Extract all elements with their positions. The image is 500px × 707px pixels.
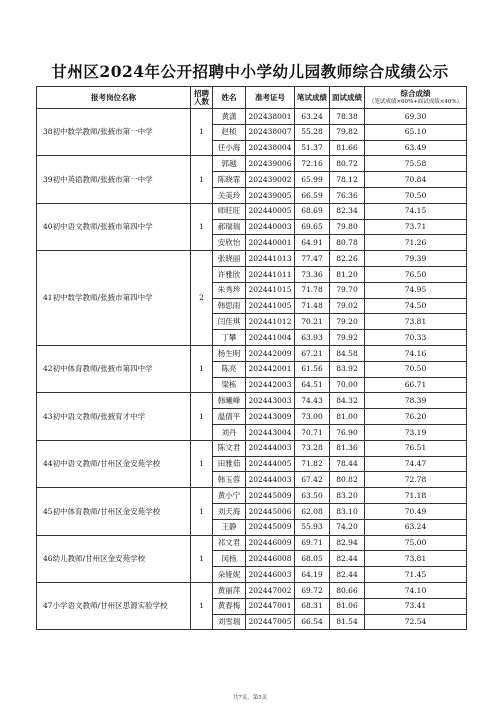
cell-name: 朵娅妮 xyxy=(213,567,246,583)
cell-ticket: 202445009 xyxy=(246,519,295,535)
cell-post: 44初中语文教师/甘州区金安苑学校 xyxy=(37,440,191,487)
cell-interview: 81.00 xyxy=(330,409,365,425)
table-row xyxy=(37,582,467,598)
cell-written: 64.19 xyxy=(295,567,330,583)
cell-ticket: 202442009 xyxy=(246,345,295,361)
cell-total: 74.95 xyxy=(365,282,467,298)
cell-written: 69.71 xyxy=(295,535,330,551)
cell-written: 68.31 xyxy=(295,598,330,614)
cell-name: 黄小宁 xyxy=(213,488,246,504)
cell-total: 69.30 xyxy=(365,109,467,125)
cell-name: 温倩平 xyxy=(213,409,246,425)
cell-interview: 83.10 xyxy=(330,503,365,519)
cell-name: 郭越 xyxy=(213,156,246,172)
cell-interview: 78.12 xyxy=(330,172,365,188)
cell-interview: 79.02 xyxy=(330,298,365,314)
cell-total: 72.54 xyxy=(365,614,467,630)
cell-written: 77.47 xyxy=(295,251,330,267)
cell-quota: 1 xyxy=(191,109,213,156)
cell-total: 74.47 xyxy=(365,456,467,472)
header-name: 姓名 xyxy=(213,87,246,109)
cell-written: 71.78 xyxy=(295,282,330,298)
cell-interview: 82.44 xyxy=(330,567,365,583)
cell-ticket: 202443004 xyxy=(246,424,295,440)
cell-name: 陈文君 xyxy=(213,440,246,456)
cell-quota: 1 xyxy=(191,156,213,203)
cell-written: 68.05 xyxy=(295,551,330,567)
cell-total: 70.84 xyxy=(365,172,467,188)
cell-ticket: 202441011 xyxy=(246,266,295,282)
cell-name: 杨生明 xyxy=(213,345,246,361)
cell-name: 任小海 xyxy=(213,140,246,156)
cell-ticket: 202438007 xyxy=(246,124,295,140)
cell-interview: 80.72 xyxy=(330,156,365,172)
cell-interview: 83.20 xyxy=(330,488,365,504)
table-row xyxy=(37,156,467,172)
cell-interview: 78.44 xyxy=(330,456,365,472)
cell-written: 63.93 xyxy=(295,330,330,346)
cell-post: 39初中英语教师/张掖市第一中学 xyxy=(37,156,191,203)
cell-post: 45初中体育教师/甘州区金安苑学校 xyxy=(37,488,191,535)
cell-name: 安欣怡 xyxy=(213,235,246,251)
cell-interview: 83.92 xyxy=(330,361,365,377)
cell-ticket: 202441013 xyxy=(246,251,295,267)
table-row xyxy=(37,535,467,551)
header-total: 综合成绩 （笔试成绩×60%+面试成绩×40%） xyxy=(365,87,467,109)
cell-ticket: 202444003 xyxy=(246,440,295,456)
cell-total: 78.39 xyxy=(365,393,467,409)
cell-ticket: 202446003 xyxy=(246,567,295,583)
cell-written: 69.72 xyxy=(295,582,330,598)
cell-written: 51.37 xyxy=(295,140,330,156)
cell-name: 王静 xyxy=(213,519,246,535)
cell-total: 74.50 xyxy=(365,298,467,314)
cell-interview: 79.20 xyxy=(330,314,365,330)
cell-interview: 80.78 xyxy=(330,235,365,251)
cell-name: 闵杨 xyxy=(213,551,246,567)
cell-written: 68.69 xyxy=(295,203,330,219)
table-row xyxy=(37,345,467,361)
table-row xyxy=(37,109,467,125)
cell-interview: 79.92 xyxy=(330,330,365,346)
cell-name: 韩曦峰 xyxy=(213,393,246,409)
cell-total: 63.49 xyxy=(365,140,467,156)
cell-interview: 80.66 xyxy=(330,582,365,598)
cell-ticket: 202440003 xyxy=(246,219,295,235)
cell-ticket: 202447002 xyxy=(246,582,295,598)
cell-name: 祁文君 xyxy=(213,535,246,551)
cell-post: 41初中数学教师/张掖市第四中学 xyxy=(37,251,191,346)
table-row xyxy=(37,251,467,267)
cell-name: 陈亮 xyxy=(213,361,246,377)
cell-total: 73.19 xyxy=(365,424,467,440)
cell-total: 70.33 xyxy=(365,330,467,346)
cell-ticket: 202444005 xyxy=(246,456,295,472)
cell-ticket: 202439002 xyxy=(246,172,295,188)
cell-name: 韩玉蓉 xyxy=(213,472,246,488)
cell-interview: 74.20 xyxy=(330,519,365,535)
cell-quota: 1 xyxy=(191,203,213,250)
cell-interview: 81.20 xyxy=(330,266,365,282)
cell-interview: 80.82 xyxy=(330,472,365,488)
header-total-note: （笔试成绩×60%+面试成绩×40%） xyxy=(368,98,463,105)
cell-post: 38初中数学教师/张掖市第一中学 xyxy=(37,109,191,156)
cell-total: 73.41 xyxy=(365,598,467,614)
cell-written: 71.82 xyxy=(295,456,330,472)
cell-written: 73.28 xyxy=(295,440,330,456)
cell-total: 70.49 xyxy=(365,503,467,519)
cell-total: 74.10 xyxy=(365,582,467,598)
cell-quota: 1 xyxy=(191,440,213,487)
cell-name: 韩思雨 xyxy=(213,298,246,314)
cell-name: 黄春梅 xyxy=(213,598,246,614)
cell-total: 76.51 xyxy=(365,440,467,456)
cell-quota: 1 xyxy=(191,393,213,440)
table-body xyxy=(37,109,467,630)
table-row xyxy=(37,488,467,504)
cell-name: 师旺旺 xyxy=(213,203,246,219)
cell-written: 62.08 xyxy=(295,503,330,519)
cell-written: 67.21 xyxy=(295,345,330,361)
cell-ticket: 202441012 xyxy=(246,314,295,330)
cell-written: 64.91 xyxy=(295,235,330,251)
cell-ticket: 202440001 xyxy=(246,235,295,251)
cell-ticket: 202446008 xyxy=(246,551,295,567)
cell-interview: 79.80 xyxy=(330,219,365,235)
cell-name: 关美玲 xyxy=(213,187,246,203)
score-table xyxy=(36,86,467,630)
cell-total: 76.20 xyxy=(365,409,467,425)
cell-name: 张晓丽 xyxy=(213,251,246,267)
cell-name: 闫佳琪 xyxy=(213,314,246,330)
cell-written: 67.42 xyxy=(295,472,330,488)
cell-ticket: 202444003 xyxy=(246,472,295,488)
cell-name: 陈晓霏 xyxy=(213,172,246,188)
cell-name: 朱秀珍 xyxy=(213,282,246,298)
cell-written: 55.93 xyxy=(295,519,330,535)
cell-ticket: 202440005 xyxy=(246,203,295,219)
cell-total: 76.50 xyxy=(365,266,467,282)
cell-total: 72.78 xyxy=(365,472,467,488)
cell-name: 田雅茹 xyxy=(213,456,246,472)
cell-total: 70.50 xyxy=(365,187,467,203)
cell-quota: 1 xyxy=(191,535,213,582)
cell-written: 70.71 xyxy=(295,424,330,440)
cell-quota: 2 xyxy=(191,251,213,346)
table-row xyxy=(37,393,467,409)
cell-name: 刘天海 xyxy=(213,503,246,519)
cell-written: 71.48 xyxy=(295,298,330,314)
cell-ticket: 202443003 xyxy=(246,393,295,409)
cell-interview: 84.32 xyxy=(330,393,365,409)
cell-total: 75.58 xyxy=(365,156,467,172)
cell-ticket: 202445006 xyxy=(246,503,295,519)
cell-post: 47小学语文教师/甘州区思源实验学校 xyxy=(37,582,191,629)
cell-total: 71.45 xyxy=(365,567,467,583)
cell-written: 63.50 xyxy=(295,488,330,504)
cell-total: 74.15 xyxy=(365,203,467,219)
cell-post: 46幼儿教师/甘州区金安苑学校 xyxy=(37,535,191,582)
cell-ticket: 202441005 xyxy=(246,298,295,314)
cell-ticket: 202438004 xyxy=(246,140,295,156)
cell-ticket: 202443009 xyxy=(246,409,295,425)
cell-ticket: 202442003 xyxy=(246,377,295,393)
cell-written: 63.24 xyxy=(295,109,330,125)
cell-interview: 81.54 xyxy=(330,614,365,630)
cell-interview: 76.90 xyxy=(330,424,365,440)
cell-written: 73.00 xyxy=(295,409,330,425)
cell-written: 66.59 xyxy=(295,187,330,203)
cell-written: 74.43 xyxy=(295,393,330,409)
cell-interview: 81.66 xyxy=(330,140,365,156)
cell-ticket: 202441004 xyxy=(246,330,295,346)
header-quota: 招聘 人数 xyxy=(191,87,213,109)
cell-total: 66.71 xyxy=(365,377,467,393)
cell-written: 69.65 xyxy=(295,219,330,235)
cell-total: 73.71 xyxy=(365,219,467,235)
cell-total: 75.00 xyxy=(365,535,467,551)
cell-ticket: 202447005 xyxy=(246,614,295,630)
cell-ticket: 202439006 xyxy=(246,156,295,172)
cell-name: 黄丽萍 xyxy=(213,582,246,598)
header-written: 笔试成绩 xyxy=(295,87,330,109)
cell-ticket: 202438001 xyxy=(246,109,295,125)
cell-written: 65.99 xyxy=(295,172,330,188)
table-row xyxy=(37,440,467,456)
cell-interview: 70.00 xyxy=(330,377,365,393)
cell-name: 梁栋 xyxy=(213,377,246,393)
cell-ticket: 202441015 xyxy=(246,282,295,298)
cell-written: 66.54 xyxy=(295,614,330,630)
cell-interview: 82.34 xyxy=(330,203,365,219)
cell-total: 73.81 xyxy=(365,314,467,330)
cell-interview: 76.36 xyxy=(330,187,365,203)
cell-interview: 79.82 xyxy=(330,124,365,140)
header-interview: 面试成绩 xyxy=(330,87,365,109)
cell-total: 71.18 xyxy=(365,488,467,504)
cell-post: 43初中语文教师/张掖育才中学 xyxy=(37,393,191,440)
cell-written: 70.21 xyxy=(295,314,330,330)
cell-ticket: 202446009 xyxy=(246,535,295,551)
cell-written: 73.36 xyxy=(295,266,330,282)
cell-total: 79.39 xyxy=(365,251,467,267)
cell-total: 65.10 xyxy=(365,124,467,140)
cell-total: 74.16 xyxy=(365,345,467,361)
cell-ticket: 202442001 xyxy=(246,361,295,377)
cell-written: 64.51 xyxy=(295,377,330,393)
cell-total: 73.81 xyxy=(365,551,467,567)
cell-quota: 1 xyxy=(191,345,213,392)
cell-interview: 81.06 xyxy=(330,598,365,614)
cell-interview: 82.44 xyxy=(330,551,365,567)
cell-total: 63.24 xyxy=(365,519,467,535)
cell-name: 许雅欣 xyxy=(213,266,246,282)
cell-quota: 1 xyxy=(191,582,213,629)
cell-total: 70.50 xyxy=(365,361,467,377)
cell-interview: 84.58 xyxy=(330,345,365,361)
page-title: 甘州区2024年公开招聘中小学幼儿园教师综合成绩公示 xyxy=(51,62,449,81)
cell-ticket: 202447001 xyxy=(246,598,295,614)
cell-written: 61.56 xyxy=(295,361,330,377)
cell-ticket: 202439005 xyxy=(246,187,295,203)
cell-written: 55.28 xyxy=(295,124,330,140)
page-footer: 共7页，第5页 xyxy=(232,695,268,701)
cell-interview: 82.26 xyxy=(330,251,365,267)
cell-quota: 1 xyxy=(191,488,213,535)
header-post: 报考岗位名称 xyxy=(37,87,191,109)
table-row xyxy=(37,203,467,219)
cell-interview: 79.70 xyxy=(330,282,365,298)
cell-name: 黄潇 xyxy=(213,109,246,125)
header-ticket: 准考证号 xyxy=(246,87,295,109)
cell-written: 72.16 xyxy=(295,156,330,172)
cell-name: 刘雪瑞 xyxy=(213,614,246,630)
cell-interview: 81.36 xyxy=(330,440,365,456)
cell-name: 丁攀 xyxy=(213,330,246,346)
cell-name: 郝瑞瑞 xyxy=(213,219,246,235)
cell-name: 赵桢 xyxy=(213,124,246,140)
cell-ticket: 202445009 xyxy=(246,488,295,504)
cell-interview: 78.38 xyxy=(330,109,365,125)
header-row xyxy=(37,87,467,109)
cell-post: 42初中体育教师/张掖市第四中学 xyxy=(37,345,191,392)
cell-post: 40初中语文教师/张掖市第四中学 xyxy=(37,203,191,250)
cell-name: 刘丹 xyxy=(213,424,246,440)
cell-total: 71.26 xyxy=(365,235,467,251)
cell-interview: 82.94 xyxy=(330,535,365,551)
